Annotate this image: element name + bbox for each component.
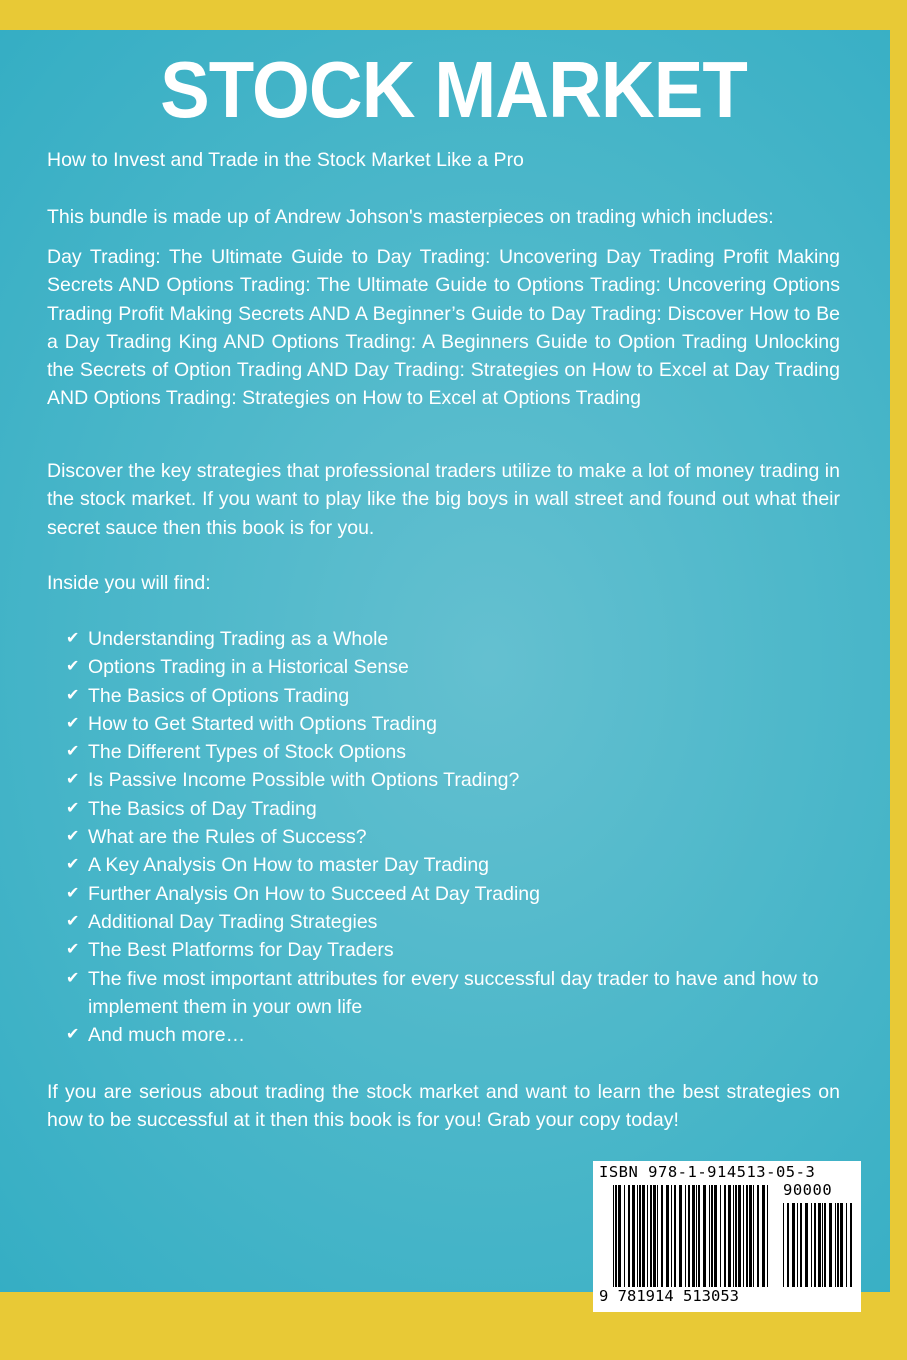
feature-list-item [66,908,846,936]
feature-list-item-label: Additional Day Trading Strategies [88,910,378,933]
checkmark-icon: ✔ [66,658,80,676]
checkmark-icon: ✔ [66,686,80,704]
checkmark-icon: ✔ [66,969,80,987]
barcode-bar [711,1185,713,1287]
book-title: STOCK MARKET [160,45,747,134]
barcode-bar [666,1185,669,1287]
barcode-bar [671,1185,672,1287]
barcode-bar [753,1185,754,1287]
feature-list-item-label: The Basics of Day Trading [88,797,317,820]
feature-list-item [66,625,846,653]
barcode-bar [613,1185,614,1287]
feature-list-item-label: The five most important attributes for every successful day trader to have and how to implement them in your own life [88,967,819,1018]
feature-list-item-label: How to Get Started with Options Trading [88,712,438,735]
feature-list-item-label: Understanding Trading as a Whole [88,628,389,650]
barcode-bar [800,1203,802,1287]
checkmark-icon: ✔ [66,912,80,930]
barcode-bar [628,1185,630,1287]
feature-list-item [66,823,846,851]
barcode-bar [743,1185,744,1287]
feature-list-item [66,795,846,823]
checkmark-icon: ✔ [66,1026,80,1044]
barcode-bar [642,1185,645,1287]
barcode-bar [835,1203,836,1287]
barcode-bar [674,1185,676,1287]
description-paragraph: Discover the key strategies that professional traders utilize to make a lot of money trading in the stock market. If you want to play like the big boys in wall street and found out what their secret sauce then this book is for you. [47,460,840,539]
feature-list-item-label: What are the Rules of Success? [88,826,367,849]
barcode-bar [822,1203,823,1287]
feature-list-item [66,682,846,710]
checkmark-icon: ✔ [66,771,80,789]
barcode-bar [615,1185,617,1287]
barcode-bar [846,1203,847,1287]
feature-list-item [66,710,846,738]
barcode-bar [657,1185,658,1287]
barcode-bar [783,1203,784,1287]
feature-list-item-label: Options Trading in a Historical Sense [88,656,409,679]
feature-list-item [66,936,846,964]
intro-paragraph: This bundle is made up of Andrew Johson's masterpieces on trading which includes: [47,206,774,228]
barcode-bar [805,1203,808,1287]
checkmark-icon: ✔ [66,714,80,732]
feature-list-item-label: The Basics of Options Trading [88,684,350,707]
barcode-bar [632,1185,635,1287]
feature-list-item-label: The Best Platforms for Day Traders [88,939,394,962]
barcode-bar [767,1185,768,1287]
feature-list-item [66,1021,846,1049]
feature-list-item [66,766,846,794]
barcode-bar [824,1203,826,1287]
feature-list-item-label: Is Passive Income Possible with Options Trading? [88,769,520,792]
feature-list-item-label: And much more… [88,1024,246,1047]
checkmark-icon: ✔ [66,828,80,846]
barcode-bar [762,1185,765,1287]
barcode-bar [639,1185,641,1287]
isbn-label: ISBN 978-1-914513-05-3 [599,1163,816,1181]
barcode-bar [733,1185,734,1287]
feature-list [66,625,846,1049]
checkmark-icon: ✔ [66,884,80,902]
ean-number: 9 781914 513053 [599,1287,739,1305]
subtitle: How to Invest and Trade in the Stock Market Like a Pro [47,149,524,171]
barcode-bar [746,1185,748,1287]
barcode-bar [703,1185,706,1287]
barcode-bar [818,1203,821,1287]
barcode-bar [637,1185,638,1287]
barcode-bar [679,1185,682,1287]
feature-list-item [66,738,846,766]
checkmark-icon: ✔ [66,856,80,874]
barcode-bar [850,1203,852,1287]
checkmark-icon: ✔ [66,743,80,761]
feature-list-item [66,880,846,908]
barcode-bar [685,1185,686,1287]
barcode-bar [688,1185,690,1287]
barcode-bar [696,1185,697,1287]
barcode-bar [714,1185,717,1287]
barcode-bar [811,1203,812,1287]
barcode-bar [661,1185,663,1287]
barcode-bar [792,1203,795,1287]
barcode-bar [720,1185,721,1287]
barcode-bar [650,1185,652,1287]
barcode-bar [698,1185,700,1287]
barcode-bar [787,1203,789,1287]
barcode-bar [738,1185,741,1287]
barcode-bar [724,1185,726,1287]
barcode-bar [618,1185,621,1287]
inside-heading: Inside you will find: [47,572,211,594]
barcode-bar [837,1203,839,1287]
feature-list-item-label: A Key Analysis On How to master Day Trading [88,854,490,877]
barcode-bar [749,1185,752,1287]
barcode-bar [757,1185,759,1287]
checkmark-icon: ✔ [66,630,80,647]
checkmark-icon: ✔ [66,799,80,817]
barcode-bar [829,1203,832,1287]
feature-list-item [66,965,846,1022]
barcode-bar [735,1185,737,1287]
price-code: 90000 [783,1181,833,1199]
included-books-paragraph: Day Trading: The Ultimate Guide to Day Trading: Uncovering Day Trading Profit Making Secrets AND Options Trading: The Ultimate Guide to Options Trading: Uncovering Options Trading Profit Making Secrets AND A Beginner’s Guide to Day Trading: Discover How to Be a Day Trading King AND Options Trading: A Beginners Guide to Option Trading Unlocking the Secrets of Option Trading AND Day Trading: Strategies on How to Excel at Day Trading AND Options Trading: Strategies on How to Excel at Options Trading [47,246,840,410]
barcode-bar [692,1185,695,1287]
barcode-bar [709,1185,710,1287]
barcode-bar [728,1185,731,1287]
barcode-bar [840,1203,843,1287]
barcode-bar [624,1185,625,1287]
feature-list-item [66,653,846,681]
isbn-barcode [593,1161,861,1312]
barcode-bar [814,1203,816,1287]
barcode-bar [653,1185,656,1287]
barcode-bar [647,1185,648,1287]
feature-list-item-label: The Different Types of Stock Options [88,741,406,764]
barcode-bar [797,1203,798,1287]
checkmark-icon: ✔ [66,941,80,959]
feature-list-item [66,851,846,879]
feature-list-item-label: Further Analysis On How to Succeed At Day Trading [88,882,540,905]
closing-paragraph: If you are serious about trading the stock market and want to learn the best strategies on how to be successful at it then this book is for you! Grab your copy today! [47,1081,840,1132]
